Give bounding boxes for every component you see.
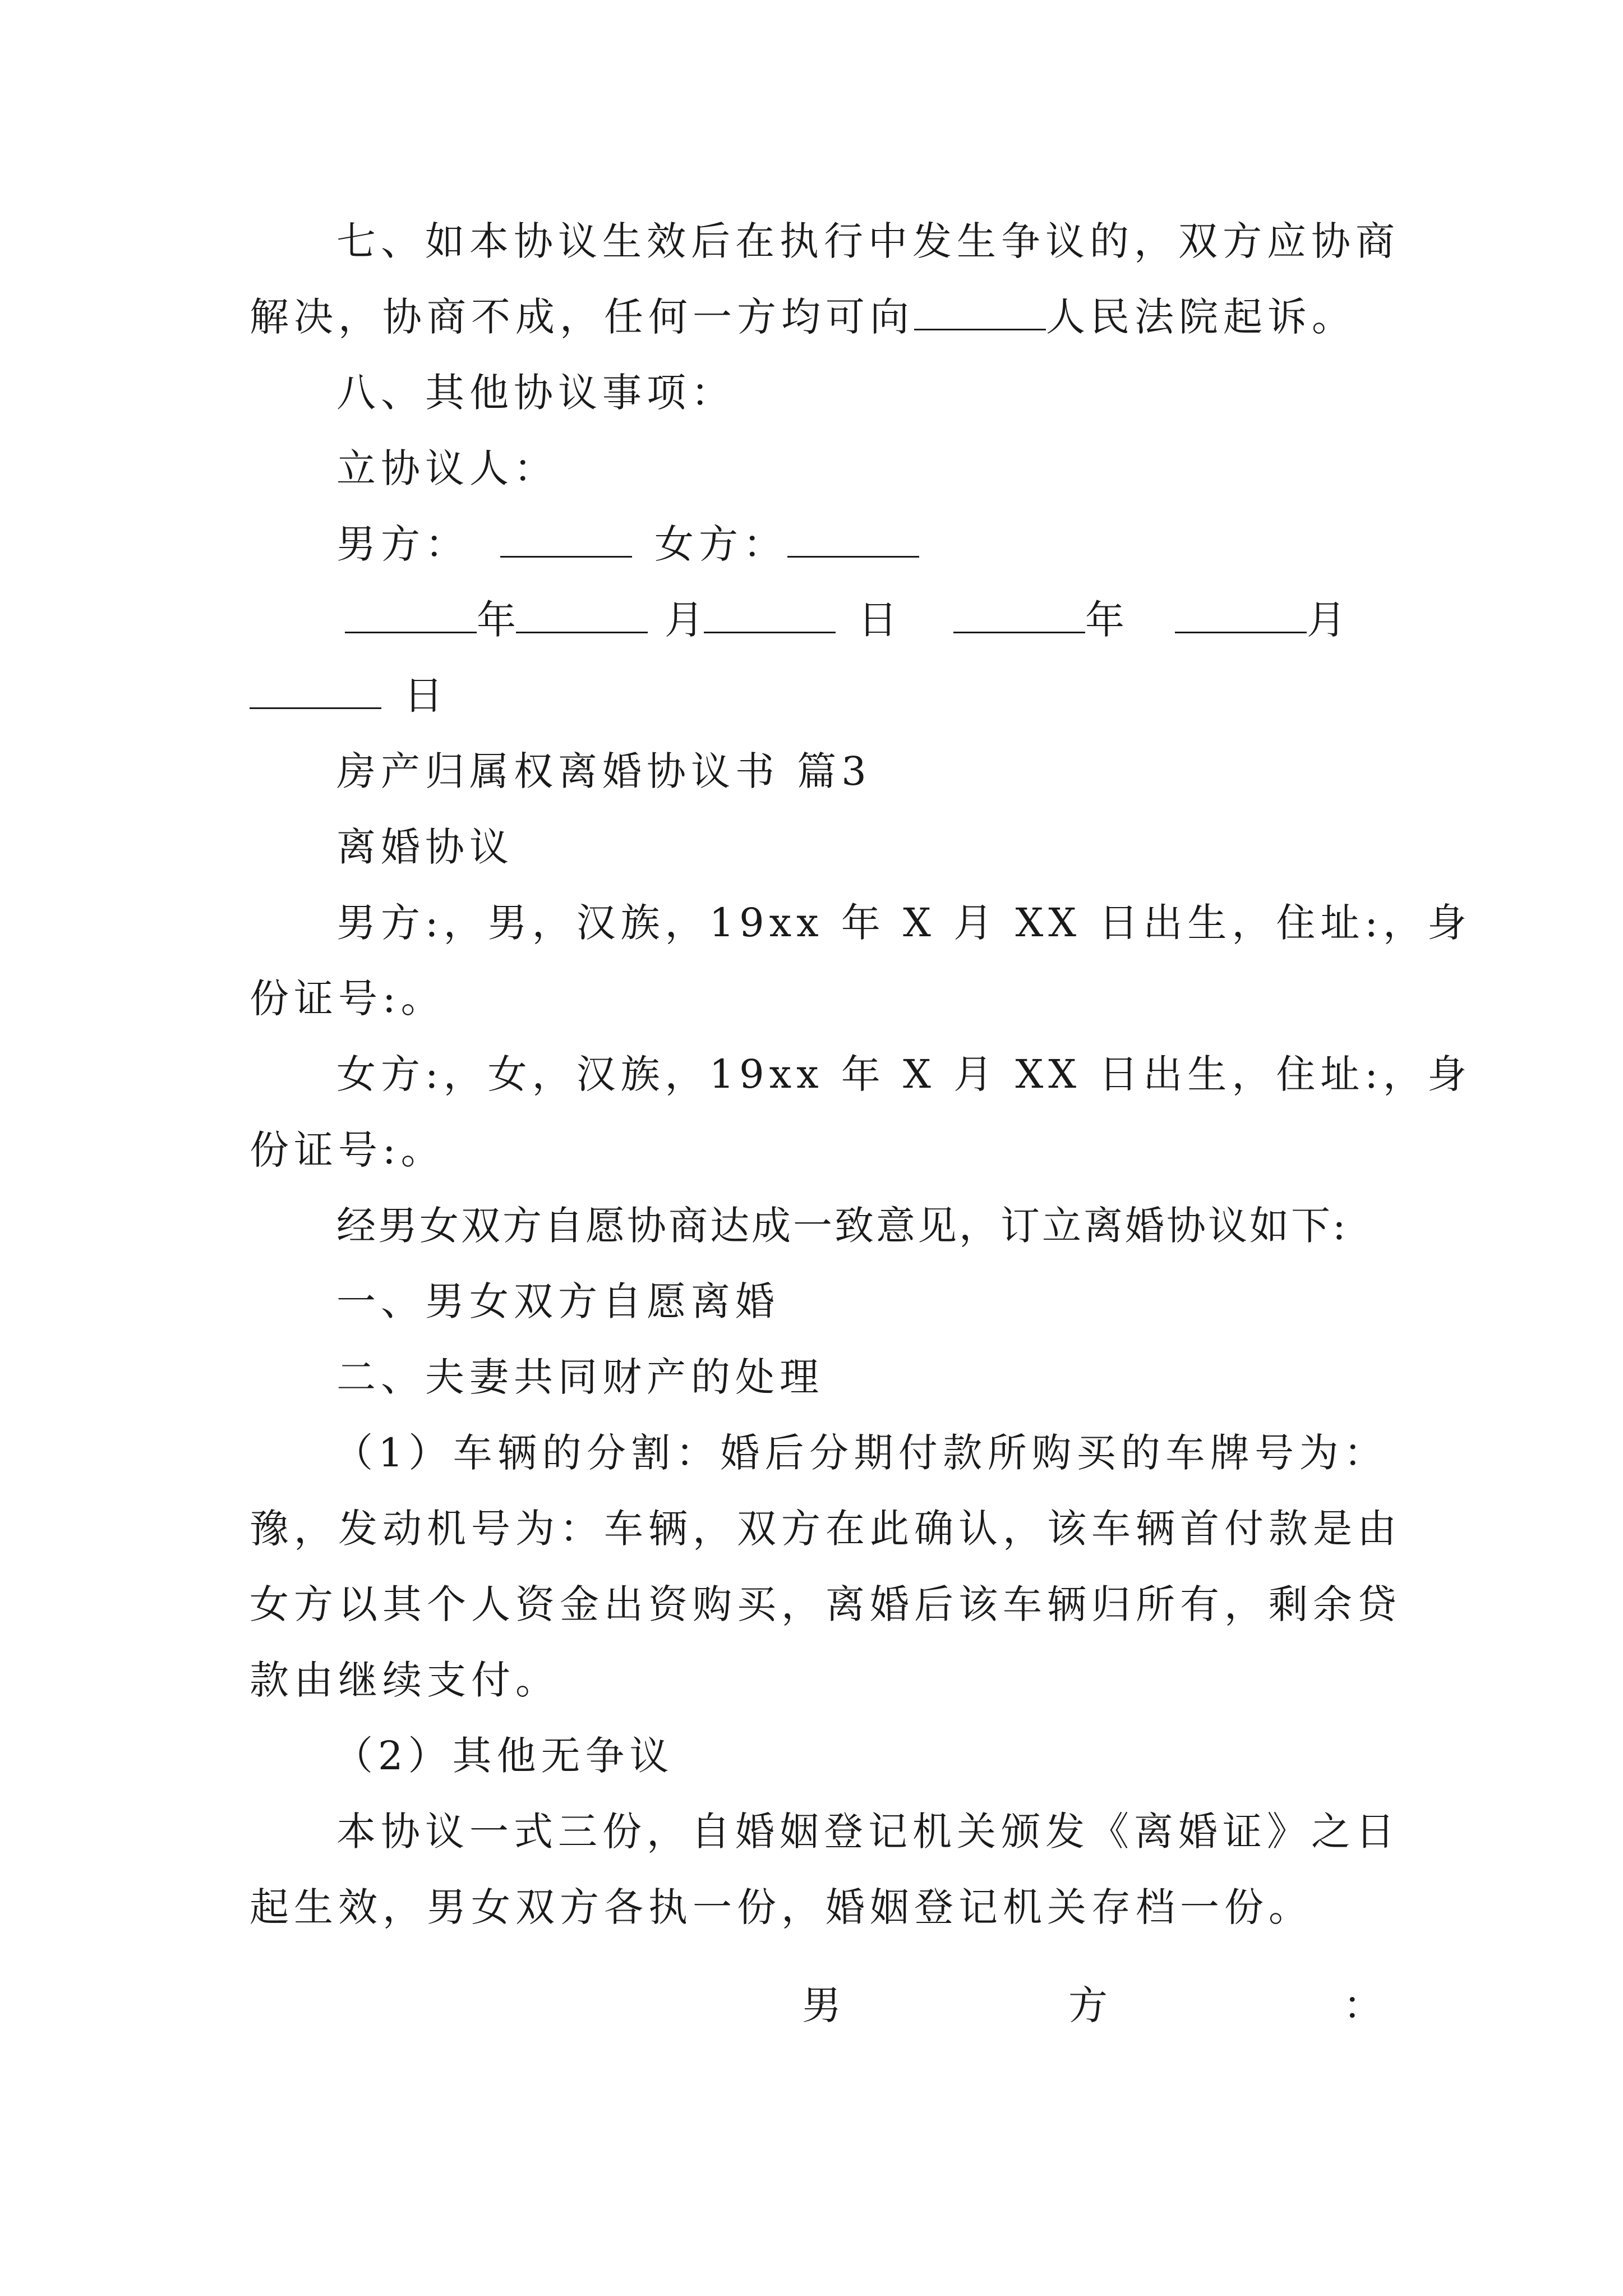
female-signatory-blank — [787, 550, 919, 558]
court-blank — [914, 323, 1046, 330]
female-party-line-1: 女方:，女，汉族，19xx 年 X 月 XX 日出生，住址:，身 — [336, 1051, 1472, 1097]
section-heading: 房产归属权离婚协议书 篇3 — [336, 748, 872, 794]
date-line — [345, 597, 1388, 643]
signature-male-char1: 男 — [802, 1982, 841, 2028]
female-signatory-label: 女方： — [654, 521, 787, 567]
year-label-1: 年 — [477, 597, 516, 643]
month-label-1: 月 — [665, 597, 704, 643]
clause-seven-line-2 — [250, 294, 1388, 340]
clause-eight: 八、其他协议事项： — [336, 370, 735, 416]
signature-male-char2: 方 — [1068, 1982, 1108, 2028]
year-blank-1 — [345, 626, 477, 633]
vehicle-line-1: （1）车辆的分割：婚后分期付款所购买的车牌号为： — [334, 1430, 1388, 1476]
vehicle-line-3: 女方以其个人资金出资购买，离婚后该车辆归所有，剩余贷 — [250, 1581, 1401, 1627]
agreement-title: 离婚协议 — [336, 824, 514, 870]
day-blank-2 — [250, 702, 381, 709]
day-label-2: 日 — [404, 673, 443, 719]
female-party-line-2: 份证号:。 — [250, 1127, 445, 1173]
copies-line-1: 本协议一式三份，自婚姻登记机关颁发《离婚证》之日 — [336, 1809, 1400, 1855]
vehicle-line-2: 豫，发动机号为：车辆，双方在此确认，该车辆首付款是由 — [250, 1506, 1401, 1552]
day-label-1: 日 — [858, 597, 897, 643]
male-party-line-2: 份证号:。 — [250, 976, 445, 1022]
clause-seven-text-a: 解决，协商不成，任何一方均可向 — [250, 294, 914, 340]
month-blank-2 — [1175, 626, 1307, 633]
day-blank-1 — [704, 626, 836, 633]
agreement-intro: 经男女双方自愿协商达成一致意见，订立离婚协议如下: — [336, 1203, 1348, 1249]
clause-one: 一、男女双方自愿离婚 — [336, 1278, 780, 1324]
year-blank-2 — [953, 626, 1085, 633]
male-signatory-blank — [500, 550, 632, 558]
clause-seven-text-b: 人民法院起诉。 — [1046, 294, 1356, 340]
date-line-2 — [250, 673, 1388, 719]
signatories-label: 立协议人： — [336, 445, 558, 491]
year-label-2: 年 — [1085, 597, 1124, 643]
copies-line-2: 起生效，男女双方各执一份，婚姻登记机关存档一份。 — [250, 1884, 1313, 1930]
vehicle-line-4: 款由继续支付。 — [250, 1657, 560, 1703]
male-signatory-label: 男方： — [336, 521, 469, 567]
male-party-line-1: 男方:，男，汉族，19xx 年 X 月 XX 日出生，住址:，身 — [336, 900, 1472, 946]
month-blank-1 — [516, 626, 648, 633]
month-label-2: 月 — [1307, 597, 1346, 643]
other-items: （2）其他无争议 — [334, 1733, 674, 1779]
clause-seven-line-1: 七、如本协议生效后在执行中发生争议的，双方应协商 — [336, 218, 1400, 264]
signature-colon: ： — [1343, 1982, 1382, 2028]
clause-two: 二、夫妻共同财产的处理 — [336, 1354, 824, 1400]
signatories-names-line — [336, 521, 1475, 567]
